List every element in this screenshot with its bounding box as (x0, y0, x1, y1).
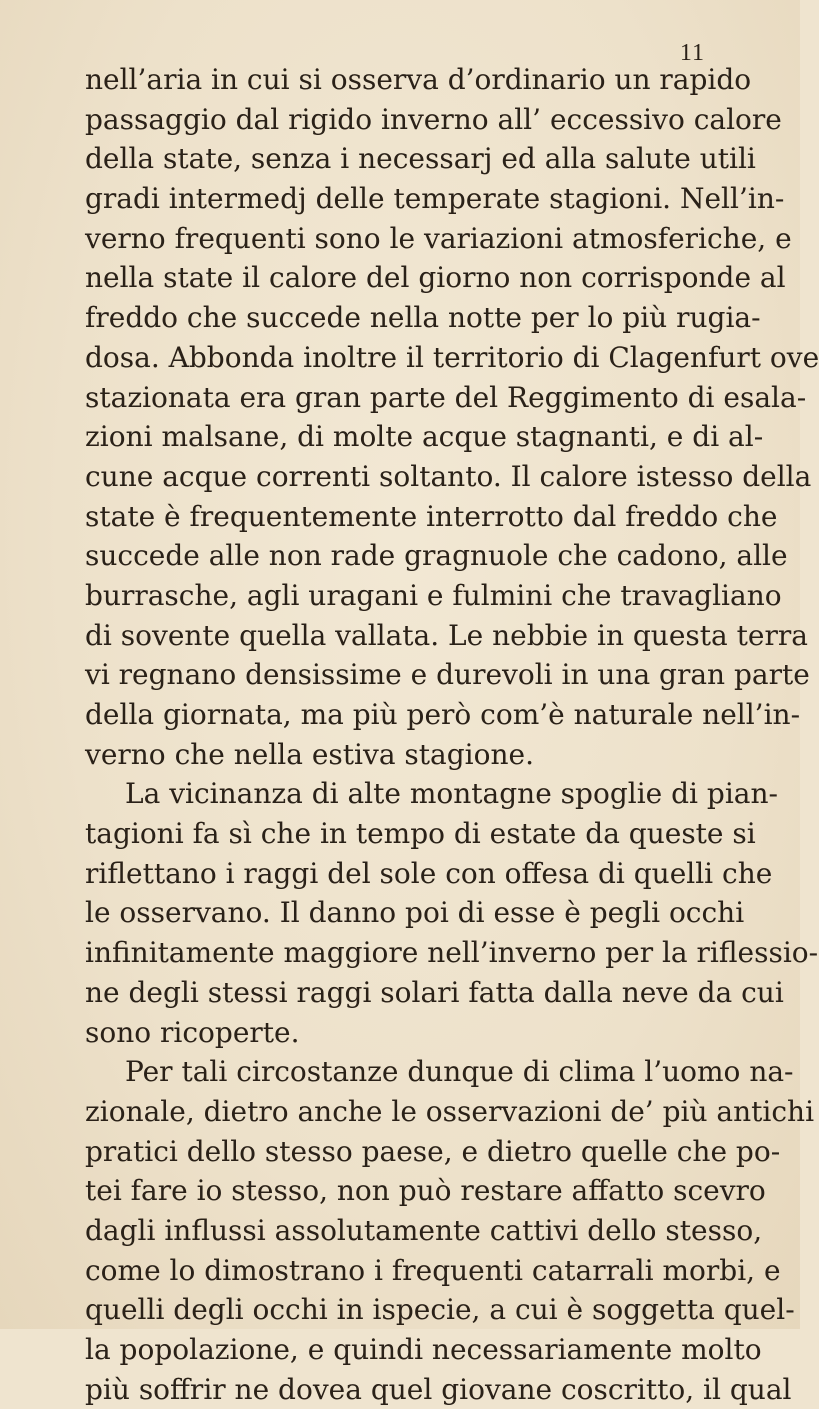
body-text (85, 60, 819, 1409)
paragraph-end-line: sono ricoperte. (85, 1015, 300, 1049)
text-line: succede alle non rade gragnuole che cadono, alle (85, 539, 788, 573)
text-line: nella state il calore del giorno non corrisponde al (85, 261, 786, 295)
text-line: tagioni fa sì che in tempo di estate da queste si (85, 817, 756, 851)
page-number: 11 (679, 40, 705, 66)
text-line: dagli influssi assolutamente cattivi dello stesso, (85, 1213, 763, 1247)
text-line: come lo dimostrano i frequenti catarrali morbi, e (85, 1253, 781, 1287)
text-line: cune acque correnti soltanto. Il calore istesso della (85, 459, 812, 493)
text-line: stazionata era gran parte del Reggimento di esala- (85, 380, 807, 414)
text-line: riflettano i raggi del sole con offesa di quelli che (85, 856, 773, 890)
text-line: di sovente quella vallata. Le nebbie in questa terra (85, 618, 808, 652)
text-line: zionale, dietro anche le osservazioni de’ più antichi (85, 1094, 815, 1128)
paragraph-start-line: La vicinanza di alte montagne spoglie di pian- (125, 777, 778, 811)
text-line: quelli degli occhi in ispecie, a cui è soggetta quel- (85, 1293, 795, 1327)
text-line: le osservano. Il danno poi di esse è pegli occhi (85, 896, 745, 930)
text-line: la popolazione, e quindi necessariamente molto (85, 1333, 762, 1366)
text-line: vi regnano densissime e durevoli in una gran parte (85, 658, 810, 692)
paragraph-end-line: verno che nella estiva stagione. (85, 737, 534, 771)
text-line: gradi intermedj delle temperate stagioni. Nell’in- (85, 182, 785, 216)
text-line: dosa. Abbonda inoltre il territorio di Clagenfurt ove (85, 340, 819, 374)
text-line: della giornata, ma più però com’è naturale nell’in- (85, 698, 801, 731)
text-line: ne degli stessi raggi solari fatta dalla neve da cui (85, 975, 784, 1009)
text-line: state è frequentemente interrotto dal freddo che (85, 499, 778, 533)
text-line: più soffrir ne dovea quel giovane coscritto, il qual (85, 1372, 792, 1406)
text-line: burrasche, agli uragani e fulmini che travagliano (85, 578, 782, 612)
text-line: passaggio dal rigido inverno all’ eccessivo calore (85, 102, 782, 136)
text-line: infinitamente maggiore nell’inverno per la riflessio- (85, 936, 819, 970)
text-line: tei fare io stesso, non può restare affatto scevro (85, 1174, 766, 1208)
text-line: zioni malsane, di molte acque stagnanti, e di al- (85, 420, 764, 454)
text-line: verno frequenti sono le variazioni atmosferiche, e (85, 221, 792, 255)
paragraph-start-line: Per tali circostanze dunque di clima l’uomo na- (125, 1055, 794, 1089)
text-line: pratici dello stesso paese, e dietro quelle che po- (85, 1134, 781, 1168)
text-line: della state, senza i necessarj ed alla salute utili (85, 142, 756, 176)
text-line: freddo che succede nella notte per lo più rugia- (85, 301, 761, 335)
text-line: nell’aria in cui si osserva d’ordinario un rapido (85, 63, 752, 96)
